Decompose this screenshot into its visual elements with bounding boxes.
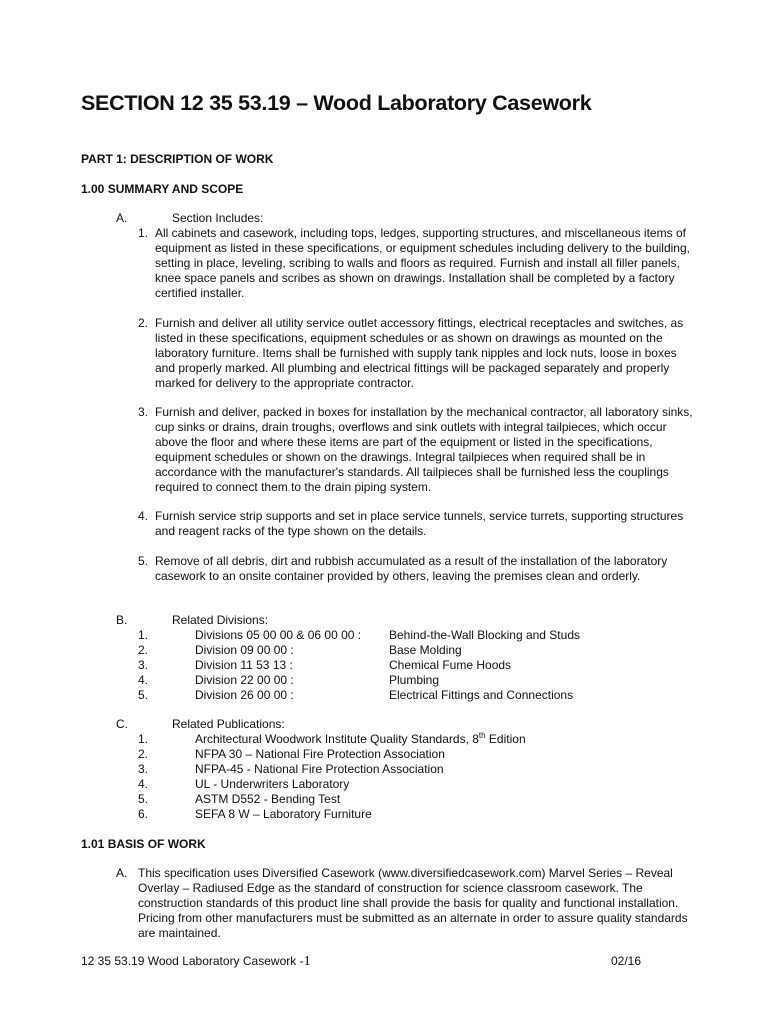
list-number: 5. [138, 688, 149, 702]
list-item-text: Furnish and deliver, packed in boxes for installation by the mechanical contractor, all laboratory sinks, cup sinks or drains, drain troughs, overflows and sink outlets with integral tailpieces, which occur above the floor and where these items are part of the equipment or listed in the specifications, equipment schedules or shown on the drawings. Integral tailpieces when required shall be in accordance with the manufacturer's standards. All tailpieces shall be furnished less the couplings required to connect them to the drain piping system. [155, 405, 693, 494]
list-number: 1. [138, 732, 149, 746]
division-description: Behind-the-Wall Blocking and Studs [389, 628, 580, 642]
division-number: Divisions 05 00 00 & 06 00 00 : [195, 628, 362, 642]
list-item-text: All cabinets and casework, including tops, ledges, supporting structures, and miscellaneous items of equipment as listed in these specifications, or equipment schedules including delivery to the building, setting in place, leveling, scribing to walls and floors as required. Furnish and install all filler panels, knee space panels and scribes as shown on drawings. Installation shall be completed by a factory certified installer. [155, 226, 690, 300]
part-heading: PART 1: DESCRIPTION OF WORK [81, 152, 274, 166]
related-divisions-label: Related Divisions: [172, 613, 269, 627]
list-number: 3. [138, 658, 149, 672]
list-number: 5. [138, 554, 149, 568]
list-number: 3. [138, 405, 149, 419]
publication-title: Architectural Woodwork Institute Quality Standards, 8th Edition [195, 731, 526, 746]
list-number: 2. [138, 747, 149, 761]
division-number: Division 09 00 00 : [195, 643, 294, 657]
publication-title: NFPA 30 – National Fire Protection Association [195, 747, 445, 761]
division-description: Plumbing [389, 673, 440, 687]
division-description: Base Molding [389, 643, 462, 657]
page-footer-left: 12 35 53.19 Wood Laboratory Casework -1 [81, 954, 311, 969]
list-item-text: Remove of all debris, dirt and rubbish accumulated as a result of the installation of the laboratory casework to an onsite container provided by others, leaving the premises clean and orderly. [155, 554, 668, 583]
list-number: 6. [138, 807, 149, 821]
page-number: 1 [303, 954, 311, 969]
item-letter-a: A. [116, 866, 128, 880]
list-number: 4. [138, 777, 149, 791]
list-number: 1. [138, 226, 149, 240]
list-number: 4. [138, 509, 149, 523]
section-includes-label: Section Includes: [172, 211, 264, 225]
basis-heading: 1.01 BASIS OF WORK [81, 837, 206, 851]
division-description: Chemical Fume Hoods [389, 658, 512, 672]
item-letter-a: A. [116, 211, 128, 225]
publication-title: ASTM D552 - Bending Test [195, 792, 341, 806]
related-publications-label: Related Publications: [172, 717, 285, 731]
item-letter-b: B. [116, 613, 128, 627]
item-letter-c: C. [116, 717, 128, 731]
publication-title: NFPA-45 - National Fire Protection Association [195, 762, 444, 776]
list-number: 3. [138, 762, 149, 776]
division-number: Division 22 00 00 : [195, 673, 294, 687]
list-number: 5. [138, 792, 149, 806]
list-number: 2. [138, 316, 149, 330]
list-number: 2. [138, 643, 149, 657]
section-title: SECTION 12 35 53.19 – Wood Laboratory Casework [81, 91, 592, 115]
list-item-text: Furnish service strip supports and set in place service tunnels, service turrets, supporting structures and reagent racks of the type shown on the details. [155, 509, 684, 538]
division-number: Division 26 00 00 : [195, 688, 294, 702]
publication-title: UL - Underwriters Laboratory [195, 777, 350, 791]
list-number: 4. [138, 673, 149, 687]
division-number: Division 11 53 13 : [195, 658, 293, 672]
basis-paragraph: This specification uses Diversified Casework (www.diversifiedcasework.com) Marvel Series – Reveal Overlay – Radiused Edge as the standard of construction for science classroom casework. The construction standards of this product line shall provide the basis for quality and functional installation. Pricing from other manufacturers must be submitted as an alternate in order to assure quality standards are maintained. [138, 866, 688, 940]
list-item-text: Furnish and deliver all utility service outlet accessory fittings, electrical receptacles and switches, as listed in these specifications, equipment schedules or as shown on drawings as mounted on the laboratory furniture. Items shall be furnished with supply tank nipples and lock nuts, loose in boxes and properly marked. All plumbing and electrical fittings will be packaged separately and properly marked for delivery to the appropriate contractor. [155, 316, 684, 390]
division-description: Electrical Fittings and Connections [389, 688, 574, 702]
publication-title: SEFA 8 W – Laboratory Furniture [195, 807, 372, 821]
summary-heading: 1.00 SUMMARY AND SCOPE [81, 182, 244, 196]
footer-date: 02/16 [611, 954, 642, 968]
list-number: 1. [138, 628, 149, 642]
